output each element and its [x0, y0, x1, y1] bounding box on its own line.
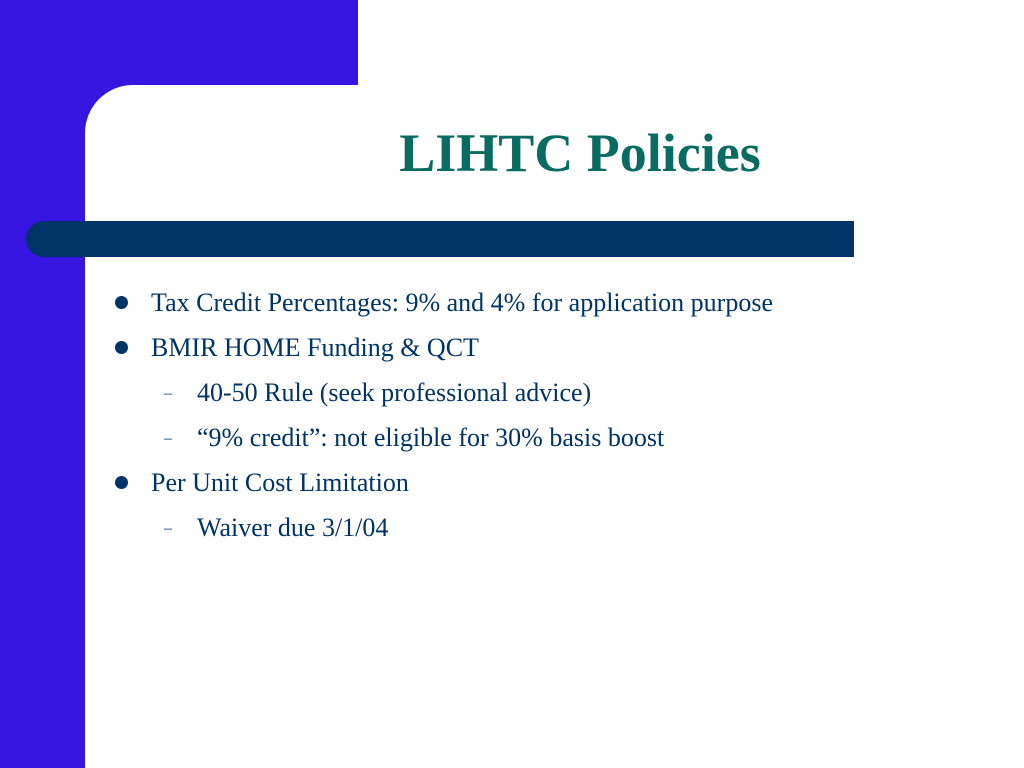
bullet-text: BMIR HOME Funding & QCT [151, 333, 479, 362]
sub-bullet-item [112, 505, 992, 550]
bullet-text: Tax Credit Percentages: 9% and 4% for application purpose [151, 288, 773, 317]
bullet-list [112, 280, 992, 550]
title-divider-bar [26, 221, 854, 257]
bullet-item [112, 460, 992, 505]
bullet-item [112, 280, 992, 325]
dash-icon: – [164, 430, 172, 447]
left-frame-band [0, 0, 85, 768]
bullet-icon [115, 476, 128, 489]
sub-bullet-text: 40-50 Rule (seek professional advice) [197, 378, 592, 407]
bullet-item [112, 325, 992, 370]
sub-bullet-text: “9% credit”: not eligible for 30% basis boost [197, 423, 665, 452]
sub-bullet-text: Waiver due 3/1/04 [197, 513, 389, 542]
bullet-text: Per Unit Cost Limitation [151, 468, 409, 497]
dash-icon: – [164, 520, 172, 537]
slide-title: LIHTC Policies [399, 123, 761, 183]
top-frame-band [0, 0, 358, 85]
sub-bullet-item [112, 415, 992, 460]
dash-icon: – [164, 385, 172, 402]
sub-bullet-item [112, 370, 992, 415]
bullet-icon [115, 296, 128, 309]
bullet-icon [115, 341, 128, 354]
